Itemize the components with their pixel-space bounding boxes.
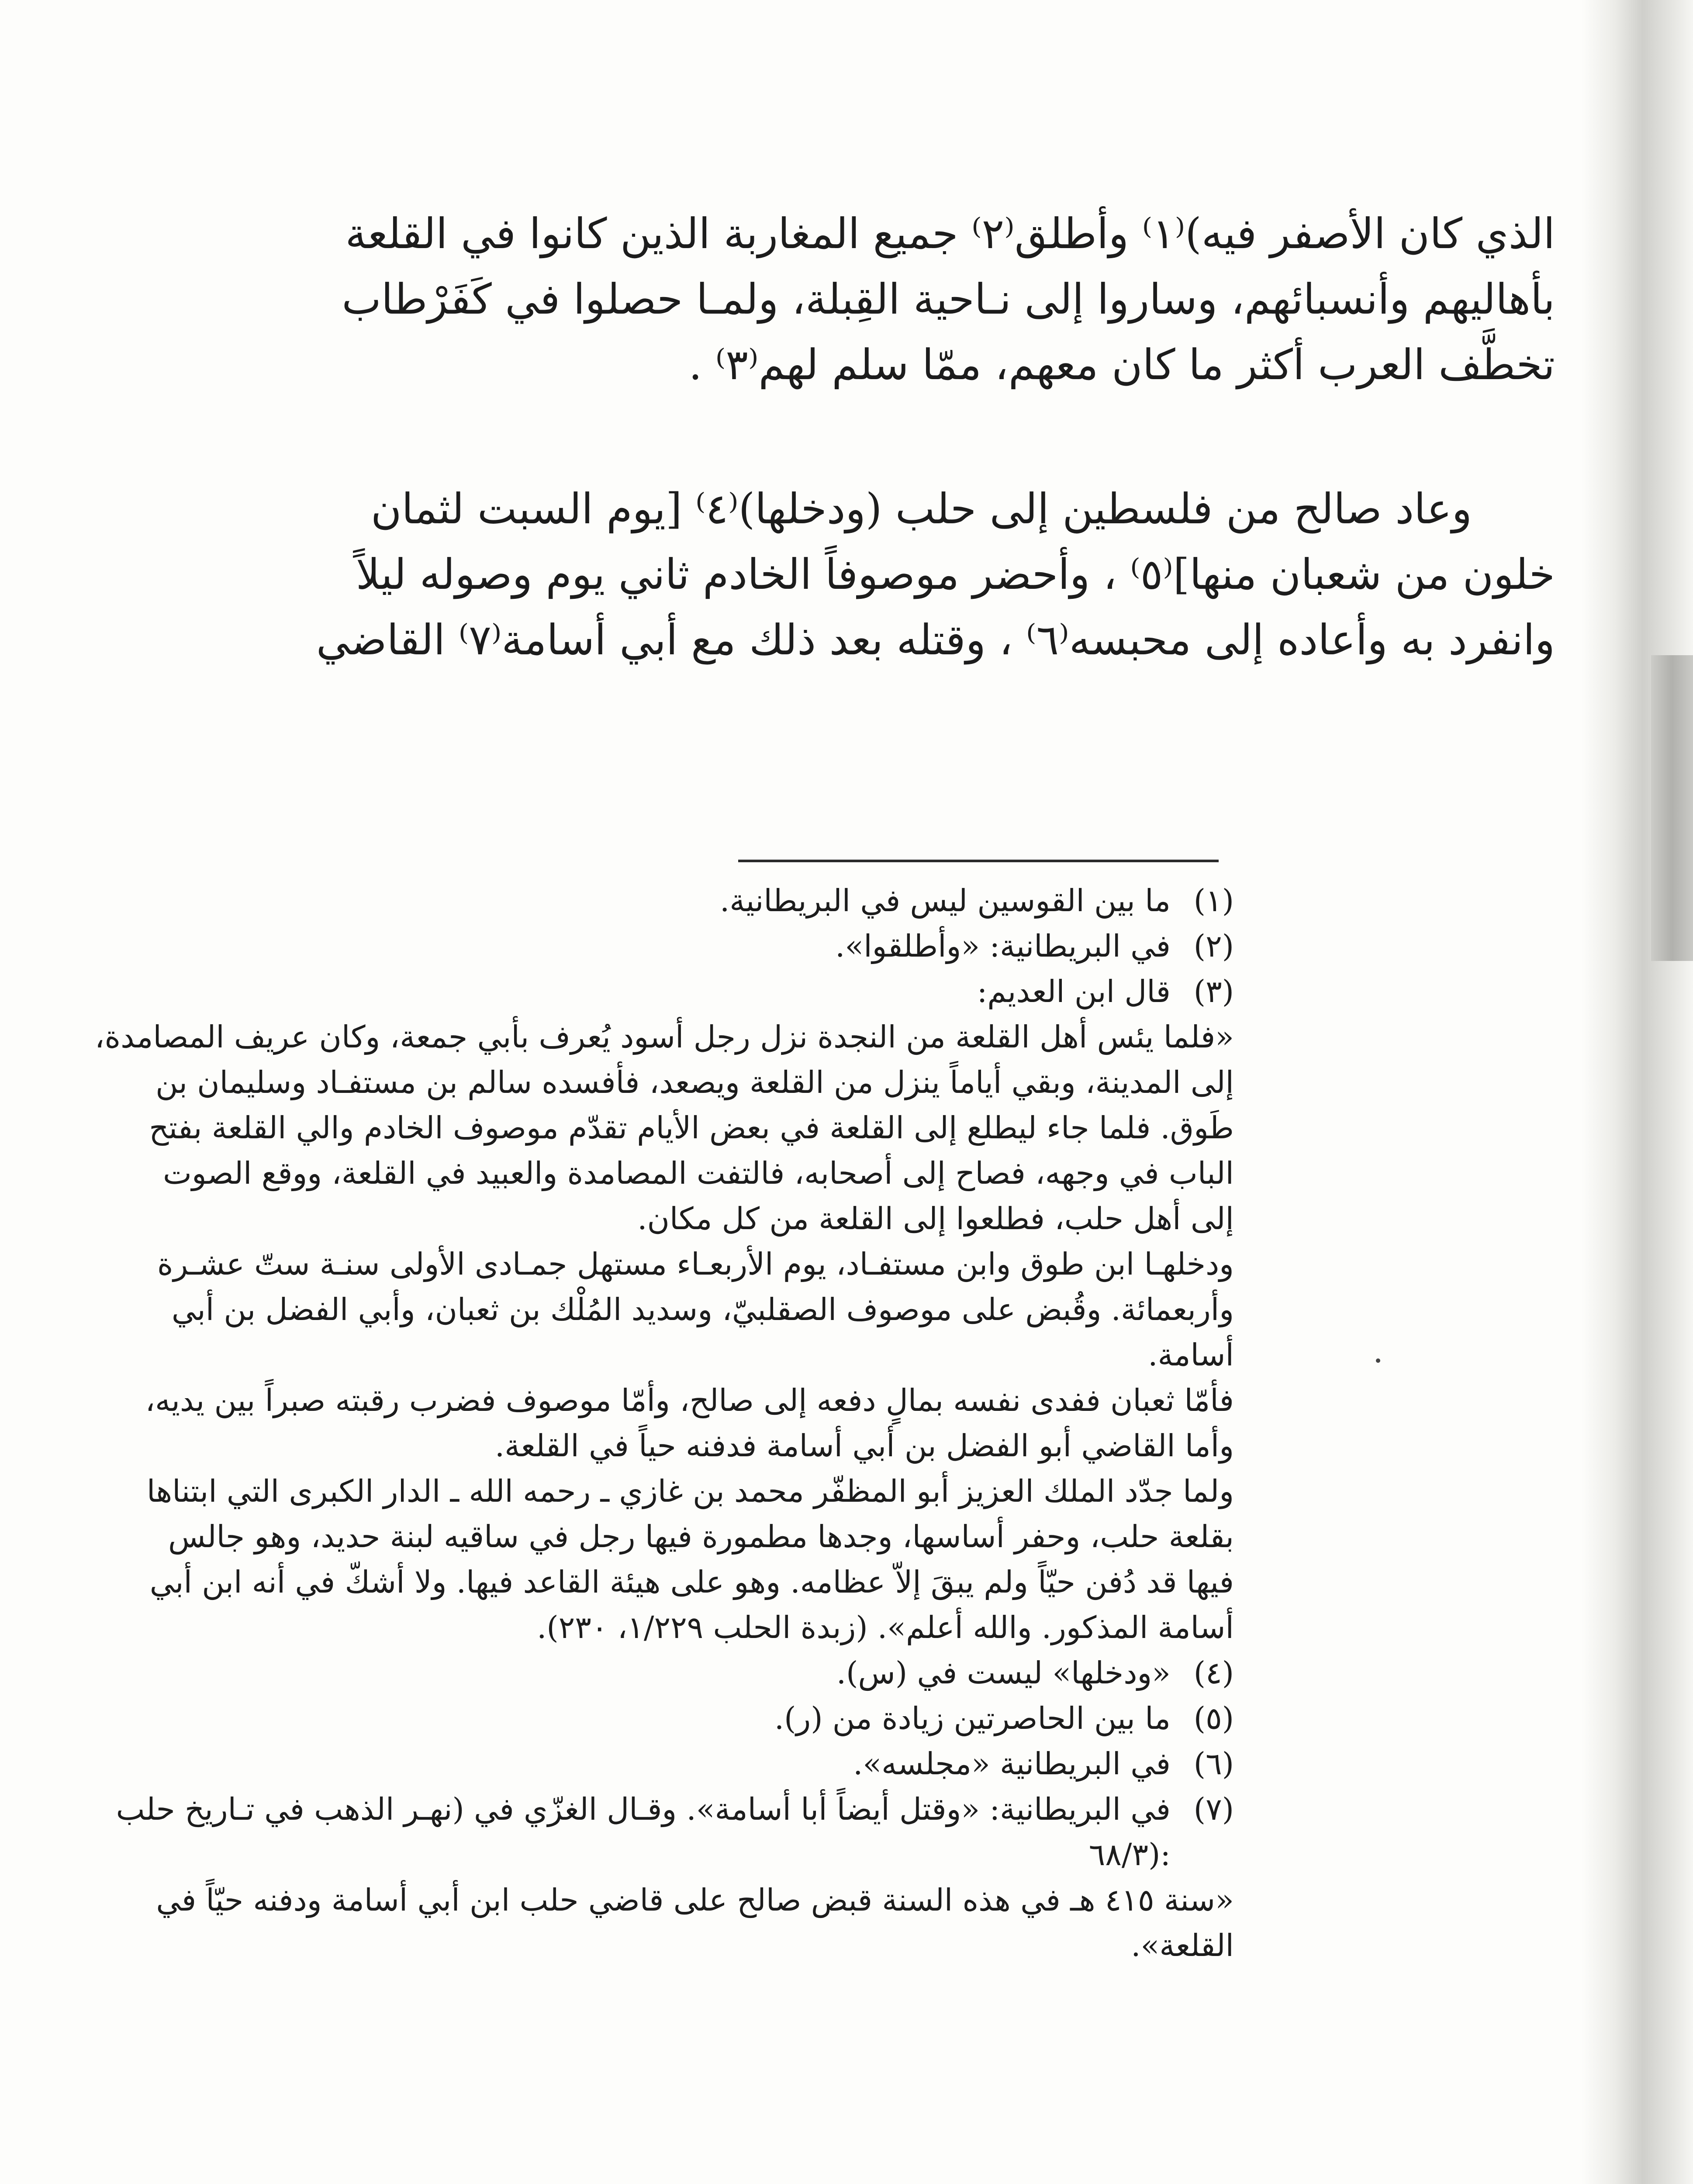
footnote-text: في البريطانية «مجلسه». — [853, 1746, 1171, 1782]
footnote-number: (٢) — [1193, 928, 1234, 964]
footnote-text: في البريطانية: «وقتل أيضاً أبا أسامة». وقـال الغزّي في (نهـر الذهب في تـاريخ حلب — [116, 1791, 1171, 1827]
footnote-text: ما بين الحاصرتين زيادة من (ر). — [774, 1700, 1171, 1736]
page-spine-shadow — [1581, 0, 1693, 2184]
footnote-6 — [0, 1741, 1234, 1787]
footnote-number: (٤) — [1193, 1655, 1234, 1691]
footnote-quote-line: أسامة. — [1148, 1337, 1234, 1373]
footnote-7-continuation: :(٦٨/٣ — [1088, 1837, 1171, 1873]
footnote-quote-line: ودخلهـا ابن طوق وابن مستفـاد، يوم الأربعـاء مستهل جمـادى الأولى سنـة ستّ عشـرة — [157, 1246, 1234, 1282]
footnote-quote-line: ولما جدّد الملك العزيز أبو المظفّر محمد بن غازي ـ رحمه الله ـ الدار الكبرى التي ابتناها — [146, 1473, 1234, 1509]
footnote-quote-line: الباب في وجهه، فصاح إلى أصحابه، فالتفت المصامدة والعبيد في القلعة، ووقع الصوت — [162, 1155, 1234, 1191]
main-line: تخطَّف العرب أكثر ما كان معهم، ممّا سلم لهم⁽٣⁾ . — [688, 340, 1555, 389]
footnote-text: في البريطانية: «وأطلقوا». — [835, 928, 1171, 964]
footnote-separator — [738, 860, 1219, 862]
footnote-text: «ودخلها» ليست في (س). — [836, 1655, 1171, 1691]
footnote-number: (٣) — [1193, 974, 1234, 1009]
main-text-block — [0, 201, 1555, 397]
footnote-quote-line: القلعة». — [1131, 1928, 1234, 1963]
footnote-text: قال ابن العديم: — [977, 974, 1171, 1009]
main-line: بأهاليهم وأنسبائهم، وساروا إلى نـاحية القِبلة، ولمـا حصلوا في كَفَرْطاب — [342, 275, 1555, 324]
footnote-quote-line: إلى المدينة، وبقي أياماً ينزل من القلعة ويصعد، فأفسده سالم بن مستفـاد وسليمان بن — [155, 1064, 1234, 1100]
binding-shadow — [1651, 655, 1693, 961]
footnote-quote-line: إلى أهل حلب، فطلعوا إلى القلعة من كل مكان. — [637, 1201, 1234, 1237]
footnote-number: (٥) — [1193, 1700, 1234, 1736]
footnote-quote-line: «سنة ٤١٥ هـ في هذه السنة قبض صالح على قاضي حلب ابن أبي أسامة ودفنه حيّاً في — [156, 1882, 1234, 1918]
footnote-1 — [0, 878, 1234, 923]
footnote-3 — [0, 969, 1234, 1014]
footnote-number: (٦) — [1193, 1746, 1234, 1782]
footnote-quote-line: بقلعة حلب، وحفر أساسها، وجدها مطمورة فيها رجل في ساقيه لبنة حديد، وهو جالس — [168, 1519, 1234, 1555]
footnote-quote-line: طَوق. فلما جاء ليطلع إلى القلعة في بعض الأيام تقدّم موصوف الخادم والي القلعة بفتح — [149, 1110, 1234, 1146]
footnote-number: (١) — [1193, 883, 1234, 919]
main-line: وانفرد به وأعاده إلى محبسه⁽٦⁾ ، وقتله بعد ذلك مع أبي أسامة⁽٧⁾ القاضي — [316, 615, 1555, 664]
footnote-quote-line: «فلما يئس أهل القلعة من النجدة نزل رجل أسود يُعرف بأبي جمعة، وكان عريف المصامدة، — [94, 1019, 1234, 1055]
main-paragraph-2 — [0, 476, 1555, 673]
footnote-number: (٧) — [1193, 1791, 1234, 1827]
scan-speck — [1376, 1358, 1380, 1363]
main-line: خلون من شعبان منها]⁽٥⁾ ، وأحضر موصوفاً الخادم ثاني يوم وصوله ليلاً — [356, 550, 1555, 599]
footnote-quote-line: وأما القاضي أبو الفضل بن أبي أسامة فدفنه حياً في القلعة. — [494, 1428, 1234, 1464]
footnote-quote-line: فيها قد دُفن حيّاً ولم يبقَ إلاّ عظامه. وهو على هيئة القاعد فيها. ولا أشكّ في أنه ابن أبي — [149, 1564, 1234, 1600]
main-line: وعاد صالح من فلسطين إلى حلب (ودخلها)⁽٤⁾ [يوم السبت لثمان — [370, 484, 1472, 533]
footnote-4 — [0, 1650, 1234, 1696]
footnote-quote-line: أسامة المذكور. والله أعلم». (زبدة الحلب ١/٢٢٩، ٢٣٠). — [537, 1610, 1234, 1645]
footnote-quote-line: وأربعمائة. وقُبض على موصوف الصقلبيّ، وسديد المُلْك بن ثعبان، وأبي الفضل بن أبي — [171, 1292, 1234, 1327]
main-line: الذي كان الأصفر فيه)⁽١⁾ وأطلق⁽٢⁾ جميع المغاربة الذين كانوا في القلعة — [345, 209, 1555, 258]
footnote-7 — [0, 1787, 1234, 1832]
footnote-quote-line: فأمّا ثعبان ففدى نفسه بمالٍ دفعه إلى صالح، وأمّا موصوف فضرب رقبته صبراً بين يديه، — [145, 1382, 1234, 1418]
footnotes-block — [0, 878, 1234, 1968]
footnote-text: ما بين القوسين ليس في البريطانية. — [719, 883, 1171, 919]
footnote-2 — [0, 923, 1234, 969]
footnote-5 — [0, 1696, 1234, 1741]
